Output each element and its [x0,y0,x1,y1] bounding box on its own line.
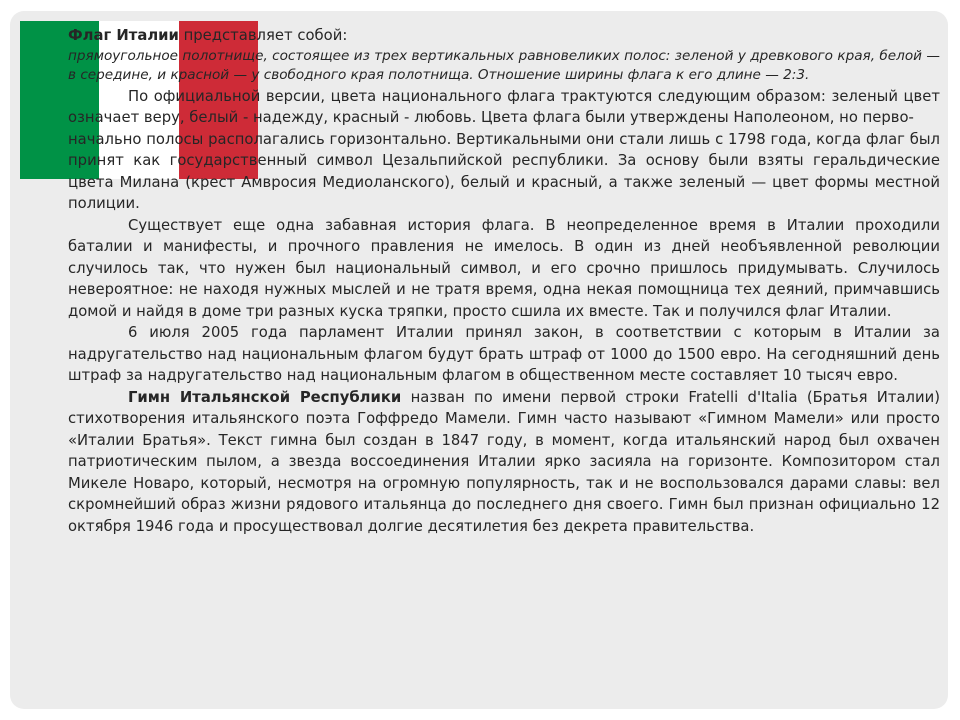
slide-panel [10,11,948,709]
anthem-title: Гимн Итальянской Республики [128,388,402,406]
colors-paragraph-bottom: начально полосы располагались горизонтально. Вертикальными они стали лишь с 1798 года, когда флаг был принят как государственный символ Цезальпийской республики. За основу были взяты геральдические цвета Милана (крест Амвросия Медиоланского), белый и красный, а также зеленый — цвет формы местной полиции. [68,130,940,212]
flag-description: прямоугольное полотнище, состоящее из трех вертикальных равновеликих полос: зеленой у древкового края, белой — в середине, и красной — у свободного края полотнища. Отношение ширины флага к его длине — 2:3. [68,47,940,83]
article-text [68,25,940,537]
flag-heading [68,25,940,47]
law-paragraph: 6 июля 2005 года парламент Италии принял закон, в соответствии с которым в Италии за надругательство над национальным флагом будут брать штраф от 1000 до 1500 евро. На сегодняшний день штраф за надругательство над национальным флагом в общественном месте составляет 10 тысяч евро. [68,324,940,384]
anthem-text: назван по имени первой строки Fratelli d'Italia (Братья Италии) стихотворения итальянского поэта Гоффредо Мамели. Гимн часто называют «Гимном Мамели» или просто «Италии Братья». Текст гимна был создан в 1847 году, в момент, когда итальянский народ был охвачен патриотическим пылом, а звезда воссоединения Италии ярко засияла на горизонте. Композитором стал Микеле Новаро, который, несмотря на огромную популярность, так и не воспользовался дарами славы: вел скромнейший образ жизни рядового итальянца до последнего дня своего. Гимн был признан официально 12 октября 1946 года и просуществовал долгие десятилетия без декрета правительства. [68,388,940,535]
anthem-paragraph [68,387,940,538]
story-paragraph: Существует еще одна забавная история флага. В неопределенное время в Италии проходили баталии и манифесты, и прочного правления не имелось. В один из дней необъявленной революции случилось так, что нужен был национальный символ, и его срочно пришлось придумывать. Случилось невероятное: не находя нужных мыслей и не тратя время, одна некая помощница тех деяний, примчавшись домой и найдя в доме три разных куска тряпки, просто сшила их вместе. Так и получился флаг Италии. [68,216,940,320]
flag-heading-rest: представляет собой: [178,27,348,44]
flag-heading-bold: Флаг Италии [68,27,179,44]
colors-paragraph-top: По официальной версии, цвета национального флага трактуются следующим образом: зеленый цвет означает веру, белый - надежду, красный - любовь. Цвета флага были утверждены Наполеоном, но перво- [68,87,940,126]
